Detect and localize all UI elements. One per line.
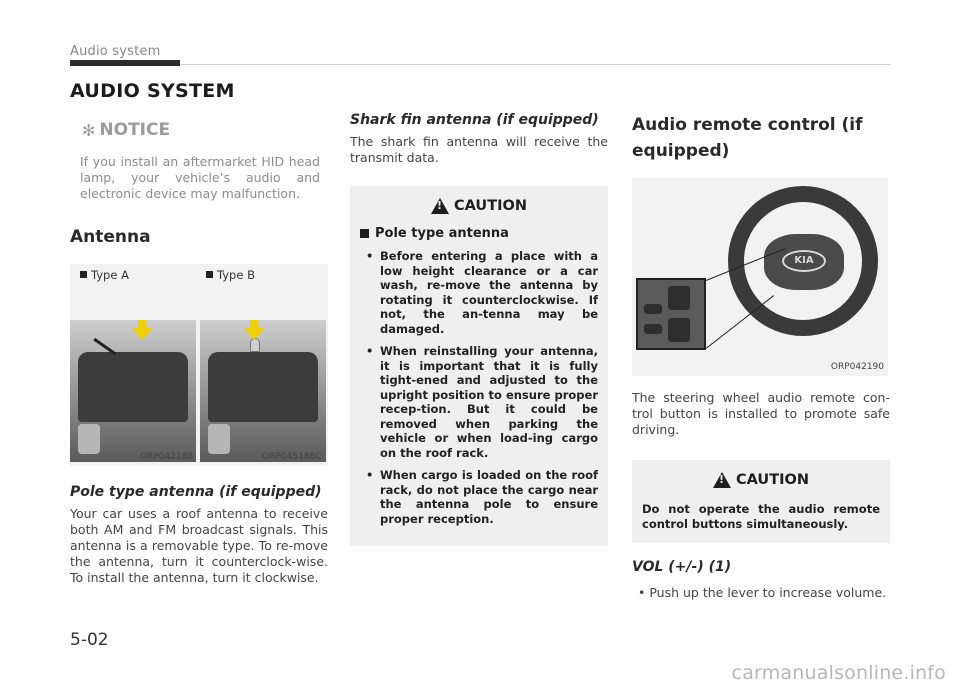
arrow-a-icon (138, 320, 146, 328)
arrow-b-icon (250, 320, 258, 328)
remote-buttons-closeup (636, 278, 706, 350)
notice-title (82, 120, 328, 140)
caution-box-remote (632, 460, 890, 543)
watermark: carmanualsonline.info (731, 662, 946, 684)
shark-fin-heading: Shark fin antenna (if equipped) (350, 112, 599, 128)
section-title: AUDIO SYSTEM (70, 80, 235, 102)
caution-text: Do not operate the audio remote control buttons simultaneously. (642, 502, 880, 531)
pole-antenna-text: Your car uses a roof antenna to receive both AM and FM broadcast signals. This antenna is a removable type. To re-move the antenna, turn it counterclock-wise. To install the antenna, turn it clockwise. (70, 506, 328, 585)
figure-code-b: ORP045188C (262, 452, 322, 462)
remote-heading: Audio remote control (if equipped) (632, 115, 863, 161)
header-rule (180, 64, 890, 65)
steering-wheel-figure (632, 178, 888, 376)
page-number: 5-02 (70, 630, 109, 650)
square-bullet-icon (206, 271, 213, 278)
pole-antenna-heading: Pole type antenna (if equipped) (70, 484, 322, 500)
column-middle (350, 112, 608, 546)
caution-box-antenna (350, 186, 608, 546)
header-bar (70, 60, 180, 66)
type-a-photo (70, 320, 196, 462)
caution-title: ! CAUTION (642, 472, 880, 488)
running-header: Audio system (70, 44, 161, 59)
square-bullet-icon (80, 271, 87, 278)
caution-item: • Before entering a place with a low height clearance or a car wash, re-move the antenna by rotating it counterclockwise. If not, the an-tenna may be damaged. (360, 249, 598, 336)
caution-list (360, 249, 598, 526)
type-b-label: Type B (206, 268, 255, 282)
remote-text: The steering wheel audio remote con-trol button is installed to promote safe driving. (632, 390, 890, 437)
caution-subtitle: Pole type antenna (360, 226, 598, 241)
square-bullet-icon (360, 229, 369, 238)
antenna-figure (70, 264, 328, 466)
caution-item: • When reinstalling your antenna, it is important that it is fully tight-ened and adjusted to the upright position to ensure proper recep-tion. But it could be removed when parking the vehicle or when load-ing cargo on the roof rack. (360, 344, 598, 460)
seek-lever (668, 318, 690, 342)
mute-button (644, 324, 662, 334)
vol-heading: VOL (+/-) (1) (632, 559, 732, 575)
shark-fin-antenna (250, 338, 260, 352)
mode-button (644, 304, 662, 314)
figure-code-wheel: ORP042190 (830, 362, 884, 372)
vol-bullet: • Push up the lever to increase volume. (638, 585, 887, 600)
figure-code-a: ORP042188 (140, 452, 194, 462)
column-right (632, 112, 890, 601)
column-left (70, 112, 328, 586)
kia-logo: KIA (782, 250, 826, 272)
shark-fin-text: The shark fin antenna will receive the transmit data. (350, 134, 608, 165)
antenna-heading: Antenna (70, 227, 151, 247)
notice-star-icon: ✻ (82, 120, 96, 140)
notice-text: If you install an aftermarket HID head lamp, your vehicle’s audio and electronic device may malfunction. (80, 154, 320, 201)
vol-lever (668, 286, 690, 310)
type-a-label: Type A (80, 268, 129, 282)
warning-icon (431, 198, 449, 214)
warning-icon (713, 472, 731, 488)
caution-item: • When cargo is loaded on the roof rack, do not place the cargo near the antenna pole to ensure proper reception. (360, 468, 598, 526)
caution-title: ! CAUTION (360, 198, 598, 214)
type-b-photo (200, 320, 326, 462)
notice-title-text: NOTICE (99, 120, 171, 140)
